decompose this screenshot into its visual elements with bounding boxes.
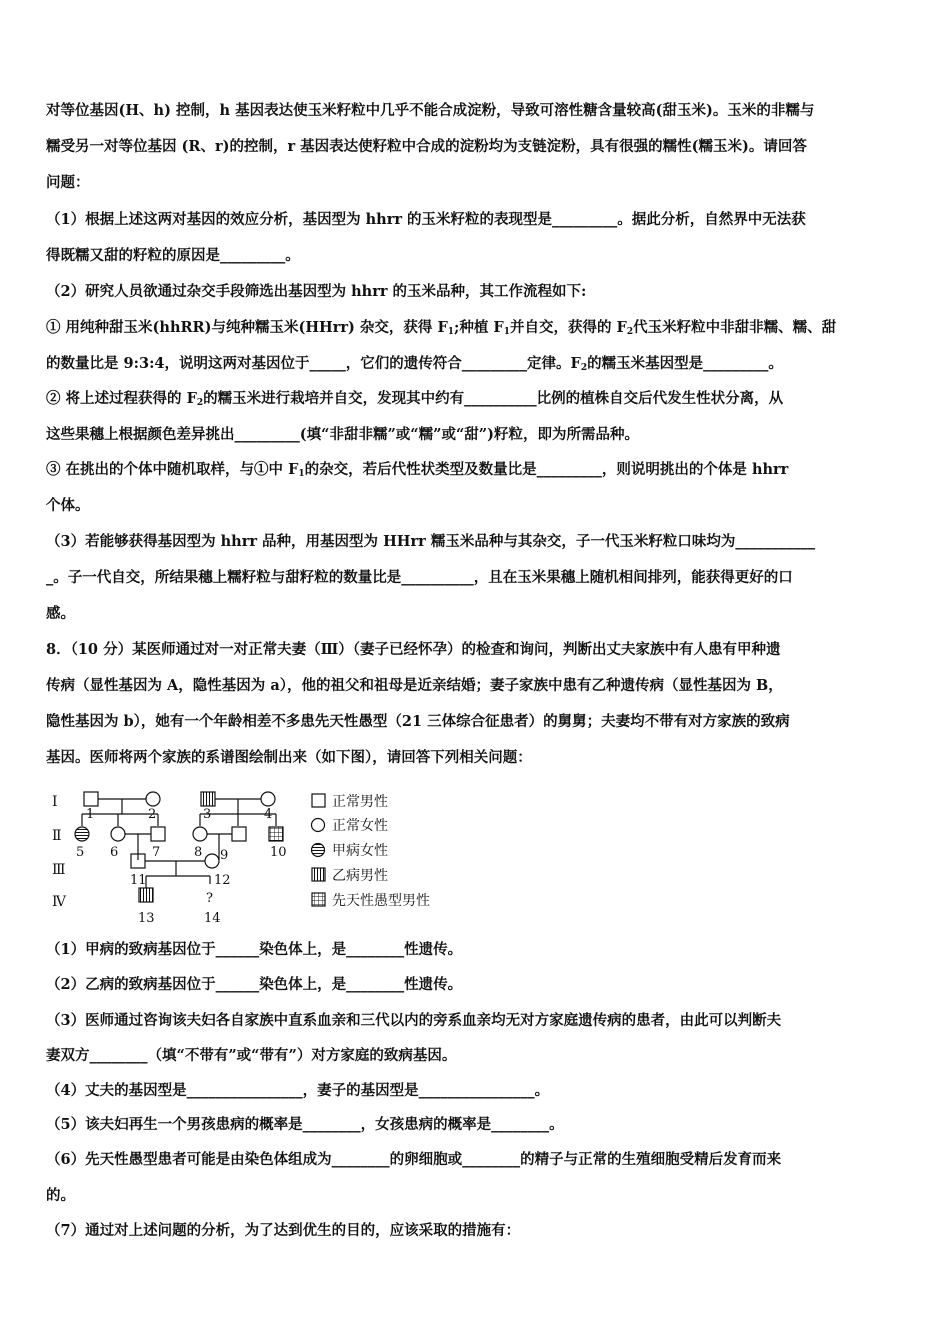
q2-step3-line-2: 个体。	[46, 497, 90, 514]
individual-8	[193, 827, 207, 841]
label-12: 12	[214, 873, 231, 888]
label-8: 8	[194, 845, 203, 860]
individual-10	[269, 827, 283, 841]
legend-normal-female: 正常女性	[332, 818, 388, 834]
individual-4	[261, 792, 275, 806]
q8-sub-5: （5）该夫妇再生一个男孩患病的概率是________，女孩患病的概率是________。	[46, 1116, 564, 1133]
q2-step3-line-1: ③ 在挑出的个体中随机取样，与①中 $F_1$的杂交，若后代性状类型及数量比是_________，则说明挑出的个体是 hhrr	[46, 461, 789, 479]
generation-label-1: Ⅰ	[52, 794, 58, 810]
q8-sub-4: （4）丈夫的基因型是________________，妻子的基因型是________________。	[46, 1082, 550, 1099]
label-5: 5	[76, 845, 85, 860]
label-10: 10	[270, 845, 287, 860]
pedigree-chart	[46, 780, 466, 930]
q8-sub-1: （1）甲病的致病基因位于______染色体上，是________性遗传。	[46, 941, 463, 958]
q8-sub-3-line-1: （3）医师通过咨询该夫妇各自家族中直系血亲和三代以内的旁系血亲均无对方家庭遗传病的患者，由此可以判断夫	[46, 1012, 782, 1029]
q8-sub-2: （2）乙病的致病基因位于______染色体上，是________性遗传。	[46, 976, 463, 993]
label-9: 9	[220, 848, 229, 863]
q8-sub-7: （7）通过对上述问题的分析，为了达到优生的目的，应该采取的措施有：	[46, 1222, 521, 1239]
individual-9	[205, 854, 219, 868]
individual-14-unknown: ?	[206, 891, 213, 906]
label-3: 3	[203, 807, 212, 822]
label-7: 7	[152, 845, 161, 860]
legend-down-syndrome-male: 先天性愚型男性	[332, 893, 430, 909]
q8-sub-6-line-2: 的。	[46, 1187, 75, 1204]
q1-line-1: （1）根据上述这两对基因的效应分析，基因型为 hhrr 的玉米籽粒的表现型是_________。据此分析，自然界中无法获	[46, 211, 806, 228]
label-1: 1	[86, 807, 95, 822]
legend-normal-male-symbol	[312, 794, 325, 807]
q8-sub-3-line-2: 妻双方________（填“不带有”或“带有”）对方家庭的致病基因。	[46, 1047, 457, 1064]
q3-line-2: _。子一代自交，所结果穗上糯籽粒与甜籽粒的数量比是__________，且在玉米果穗上随机相间排列，能获得更好的口	[46, 569, 793, 586]
q2-step2-line-2: 这些果穗上根据颜色差异挑出_________(填“非甜非糯”或“糯”或“甜”)籽粒，即为所需品种。	[46, 426, 640, 443]
individual-5	[75, 827, 89, 841]
individual-7	[151, 827, 165, 841]
legend-disease-b-male-symbol	[312, 868, 325, 881]
q8-line-3: 隐性基因为 b），她有一个年龄相差不多患先天性愚型（21 三体综合征患者）的舅舅；夫妻均不带有对方家族的致病	[46, 713, 790, 730]
legend-normal-male: 正常男性	[332, 794, 388, 810]
label-4: 4	[264, 807, 273, 822]
intro-line-1: 对等位基因(H、h) 控制，h 基因表达使玉米籽粒中几乎不能合成淀粉，导致可溶性糖含量较高(甜玉米)。玉米的非糯与	[46, 102, 815, 119]
q3-line-1: （3）若能够获得基因型为 hhrr 品种，用基因型为 HHrr 糯玉米品种与其杂交，子一代玉米籽粒口味均为___________	[46, 533, 816, 550]
q3-line-3: 感。	[46, 605, 75, 622]
label-13: 13	[138, 911, 155, 926]
q8-line-4: 基因。医师将两个家族的系谱图绘制出来（如下图），请回答下列相关问题：	[46, 749, 532, 766]
individual-1	[84, 792, 98, 806]
label-2: 2	[148, 807, 157, 822]
legend-disease-a-female-symbol	[312, 844, 325, 857]
individual-9-spouse	[232, 827, 246, 841]
label-6: 6	[110, 845, 119, 860]
individual-13	[139, 888, 153, 902]
q2-step2-line-1: ② 将上述过程获得的 $F_2$的糯玉米进行栽培并自交，发现其中约有__________比例的植株自交后代发生性状分离，从	[46, 390, 784, 408]
generation-label-4: Ⅳ	[52, 894, 66, 910]
individual-2	[146, 792, 160, 806]
legend-disease-a-female: 甲病女性	[332, 843, 388, 859]
intro-line-2: 糯受另一对等位基因 (R、r)的控制，r 基因表达使籽粒中合成的淀粉均为支链淀粉，具有很强的糯性(糯玉米)。请回答	[46, 138, 807, 155]
legend-disease-b-male: 乙病男性	[332, 868, 388, 884]
q2-intro: （2）研究人员欲通过杂交手段筛选出基因型为 hhrr 的玉米品种，其工作流程如下:	[46, 283, 587, 300]
q2-step1-line-2: 的数量比是 9:3:4，说明这两对基因位于_____，它们的遗传符合_________定律。$F_2$的糯玉米基因型是_________。	[46, 355, 783, 373]
q2-step1-line-1: ① 用纯种甜玉米(hhRR)与纯种糯玉米(HHrr) 杂交，获得 $F_1$;种植 $F_1$并自交，获得的 $F_2$代玉米籽粒中非甜非糯、糯、甜	[46, 319, 837, 337]
q8-line-2: 传病（显性基因为 A，隐性基因为 a），他的祖父和祖母是近亲结婚；妻子家族中患有乙种遗传病（显性基因为 B，	[46, 677, 783, 694]
generation-label-3: Ⅲ	[52, 862, 66, 878]
label-14: 14	[204, 911, 221, 926]
q8-line-1: 8．（10 分）某医师通过对一对正常夫妻（Ⅲ）（妻子已经怀孕）的检查和询问，判断出丈夫家族中有人患有甲种遗	[46, 641, 781, 658]
q8-sub-6-line-1: （6）先天性愚型患者可能是由染色体组成为________的卵细胞或________的精子与正常的生殖细胞受精后发育而来	[46, 1151, 782, 1168]
q1-line-2: 得既糯又甜的籽粒的原因是_________。	[46, 247, 300, 264]
legend-down-syndrome-male-symbol	[312, 893, 325, 906]
legend-normal-female-symbol	[312, 819, 325, 832]
intro-line-3: 问题：	[46, 174, 90, 191]
label-11: 11	[130, 873, 147, 888]
individual-6	[111, 827, 125, 841]
individual-3	[201, 792, 215, 806]
generation-label-2: Ⅱ	[52, 828, 62, 844]
